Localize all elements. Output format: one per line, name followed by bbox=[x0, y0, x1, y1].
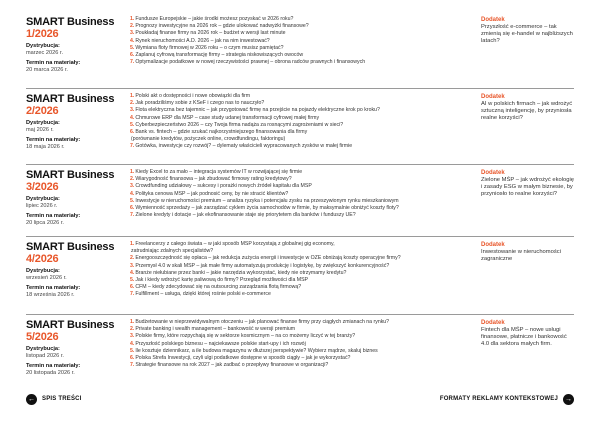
topics-list bbox=[130, 169, 478, 219]
issue-number: 1/2026 bbox=[26, 28, 59, 40]
deadline-label: Termin na materiały: bbox=[26, 363, 81, 369]
deadline-value: 18 maja 2026 r. bbox=[26, 144, 65, 150]
topic-text: Crowdfunding udziałowy – sukcesy i porażki nowych źródeł kapitału dla MŚP bbox=[135, 183, 312, 190]
issue-meta bbox=[26, 16, 130, 74]
topic-number: 3. bbox=[130, 333, 135, 340]
topic-item bbox=[130, 143, 478, 150]
topic-number: 5. bbox=[130, 44, 135, 51]
deadline-value: 20 listopada 2026 r. bbox=[26, 370, 75, 376]
topic-item bbox=[130, 183, 478, 190]
topic-number: 4. bbox=[130, 269, 135, 276]
topic-item bbox=[130, 326, 478, 333]
distribution-label: Dystrybucja: bbox=[26, 120, 60, 126]
topic-text: Private banking i wealth management – bankowość w wersji premium bbox=[135, 326, 296, 333]
issue-title: SMART Business bbox=[26, 16, 115, 28]
arrow-left-icon[interactable]: ← bbox=[28, 396, 35, 403]
topic-item bbox=[130, 348, 478, 355]
topic-text: Kiedy Excel to za mało – integracja systemów IT w rozwijającej się firmie bbox=[135, 169, 303, 175]
addon-box bbox=[481, 319, 574, 349]
topic-item bbox=[130, 355, 478, 362]
issue-number: 5/2026 bbox=[26, 331, 59, 343]
topic-item bbox=[130, 248, 478, 255]
topic-number: 4. bbox=[130, 340, 135, 347]
issue-meta bbox=[26, 169, 130, 227]
addon-heading: Dodatek bbox=[481, 94, 505, 100]
topic-text: CFM – kiedy zdecydować się na outsourcing zarządzania flotą firmową? bbox=[135, 284, 302, 291]
distribution-value: maj 2026 r. bbox=[26, 127, 54, 133]
topic-number: 3. bbox=[130, 262, 135, 269]
addon-box bbox=[481, 169, 574, 199]
topic-item bbox=[130, 333, 478, 340]
topic-text: Fulfillment – usługa, dzięki której rośnie polski e-commerce bbox=[135, 291, 271, 298]
issue-number: 3/2026 bbox=[26, 181, 59, 193]
topic-text: Wiarygodność finansowa – jak zbudować firmowy rating kredytowy? bbox=[135, 176, 292, 183]
topic-text: Rynek nieruchomości A.D. 2026 – jak na nim inwestować? bbox=[135, 37, 270, 44]
topic-number: 6. bbox=[130, 205, 135, 212]
topic-text: Poukładaj finanse firmy na 2026 rok – budżet w wersji last minute bbox=[135, 30, 286, 37]
topic-number: 3. bbox=[130, 183, 135, 190]
topic-text: Branże niełubiane przez banki – jakie narzędzia wykorzystać, kiedy nie otrzymamy kredytu? bbox=[135, 269, 347, 276]
topic-item bbox=[130, 100, 478, 107]
topic-item bbox=[130, 319, 478, 326]
topic-text: Chmurowe ERP dla MŚP – case study udanej transformacji cyfrowej małej firmy bbox=[135, 114, 320, 121]
topic-item bbox=[130, 93, 478, 100]
issue-row bbox=[26, 236, 574, 314]
deadline-value: 20 marca 2026 r. bbox=[26, 67, 68, 73]
topic-text: Budżetowanie w nieprzewidywalnym otoczeniu – jak planować finanse firmy przy ciągłych zmianach na rynku? bbox=[135, 319, 390, 325]
toc-link[interactable] bbox=[26, 394, 82, 405]
topics-list bbox=[130, 16, 478, 66]
next-page-label[interactable]: FORMATY REKLAMY KONTEKSTOWEJ bbox=[439, 396, 558, 402]
next-page-link[interactable] bbox=[440, 394, 574, 405]
topic-number: 2. bbox=[130, 176, 135, 183]
topic-text: Energooszczędność się opłaca – jak redukcja zużycia energii i inwestycje w OZE obniżają koszty operacyjne firmy? bbox=[135, 255, 401, 262]
distribution-label: Dystrybucja: bbox=[26, 346, 60, 352]
issue-meta bbox=[26, 319, 130, 377]
topic-text: Polska Strefa Inwestycji, czyli ulgi podatkowe dostępne w sposób ciągły – jak je wykorzystać? bbox=[135, 355, 351, 362]
topic-number: 2. bbox=[130, 100, 135, 107]
topic-text: Polskie firmy, które rozpychają się w sektorze kosmicznym – na co możemy liczyć w tej branży? bbox=[135, 333, 356, 340]
distribution-value: marzec 2026 r. bbox=[26, 50, 63, 56]
topic-number: 4. bbox=[130, 114, 135, 121]
topic-number: 2. bbox=[130, 23, 135, 30]
issue-row bbox=[26, 88, 574, 164]
addon-heading: Dodatek bbox=[481, 170, 505, 176]
topic-text: Polityka cenowa MŚP – jak podnosić ceny, by nie stracić klientów? bbox=[135, 190, 289, 197]
topic-item bbox=[130, 277, 478, 284]
topic-item bbox=[130, 23, 478, 30]
addon-box bbox=[481, 16, 574, 46]
addon-heading: Dodatek bbox=[481, 242, 505, 248]
issue-number: 4/2026 bbox=[26, 253, 59, 265]
topic-item bbox=[130, 362, 478, 369]
topic-number: 4. bbox=[130, 190, 135, 197]
topic-text: Flota elektryczna bez tajemnic – jak przygotować firmę na przejście na pojazdy elektryczne krok po kroku? bbox=[135, 107, 380, 114]
addon-text: Przyszłość e-commerce – tak zmienią się e-handel w najbliższych latach? bbox=[481, 24, 573, 45]
topic-text: Przemysł 4.0 w skali MŚP – jak małe firmy automatyzują produkcję i logistykę, by zwiększyć konkurencyjność? bbox=[135, 262, 390, 269]
deadline-value: 18 września 2026 r. bbox=[26, 292, 75, 298]
topic-number: 3. bbox=[130, 107, 135, 114]
topic-number: 6. bbox=[130, 284, 135, 291]
issue-title: SMART Business bbox=[26, 93, 115, 105]
topic-number: 7. bbox=[130, 143, 135, 150]
topic-item bbox=[130, 59, 478, 66]
topic-item bbox=[130, 122, 478, 129]
topic-item bbox=[130, 107, 478, 114]
topic-number: 2. bbox=[130, 326, 135, 333]
addon-heading: Dodatek bbox=[481, 17, 505, 23]
topic-number: 1. bbox=[130, 241, 135, 247]
topic-text: Strategie finansowe na rok 2027 – jak zadbać o przepływy finansowe w organizacji? bbox=[135, 362, 329, 369]
topic-item bbox=[130, 30, 478, 37]
topic-item bbox=[130, 129, 478, 136]
topic-item bbox=[130, 176, 478, 183]
topic-number: 6. bbox=[130, 52, 135, 59]
issue-meta bbox=[26, 93, 130, 151]
topic-number: 2. bbox=[130, 255, 135, 262]
topic-item bbox=[130, 191, 478, 198]
topic-text: Bank vs. fintech – gdzie szukać najkorzystniejszego finansowania dla firmy bbox=[135, 129, 308, 136]
topic-text: Freelancerzy z całego świata – w jaki sposób MŚP korzystają z globalnej gig economy, bbox=[135, 241, 335, 247]
distribution-label: Dystrybucja: bbox=[26, 43, 60, 49]
topic-item bbox=[130, 52, 478, 59]
topic-item bbox=[130, 212, 478, 219]
topic-item bbox=[130, 198, 478, 205]
distribution-value: lipiec 2026 r. bbox=[26, 203, 58, 209]
topic-number: 4. bbox=[130, 37, 135, 44]
topic-number: 7. bbox=[130, 59, 135, 66]
deadline-label: Termin na materiały: bbox=[26, 137, 81, 143]
topic-text: Inwestycje w nieruchomości premium – analiza ryzyka i potencjału zysku na przeszywionym rynku mieszkaniowym bbox=[135, 197, 399, 204]
addon-heading: Dodatek bbox=[481, 320, 505, 326]
deadline-label: Termin na materiały: bbox=[26, 213, 81, 219]
topic-item bbox=[130, 263, 478, 270]
topic-number: 5. bbox=[130, 347, 135, 354]
topic-number: 7. bbox=[130, 362, 135, 369]
arrow-right-icon[interactable]: → bbox=[565, 396, 572, 403]
topic-item bbox=[130, 284, 478, 291]
topic-text: Jak poradziliśmy sobie z KSeF i czego nas to nauczyło? bbox=[135, 100, 265, 107]
topic-item bbox=[130, 255, 478, 262]
deadline-value: 20 lipca 2026 r. bbox=[26, 220, 64, 226]
topic-text: (porównanie kredytów, pożyczek online, crowdfundingu, faktoringu) bbox=[131, 136, 286, 143]
topics-list bbox=[130, 241, 478, 299]
topic-number: 1. bbox=[130, 93, 135, 99]
addon-text: AI w polskich firmach – jak wdrożyć sztuczną inteligencję, by przyniosła realne korzyści? bbox=[481, 101, 573, 122]
issue-row bbox=[26, 314, 574, 390]
addon-box bbox=[481, 93, 574, 123]
topic-text: Ile kosztuje dziennikarz, a ile budowa magazynu w dłuższej perspektywie? Wybierz mądrze, skaluj biznes bbox=[135, 347, 378, 354]
topic-number: 3. bbox=[130, 30, 135, 37]
distribution-label: Dystrybucja: bbox=[26, 196, 60, 202]
deadline-label: Termin na materiały: bbox=[26, 285, 81, 291]
topic-number: 7. bbox=[130, 291, 135, 298]
topic-item bbox=[130, 205, 478, 212]
topic-item bbox=[130, 115, 478, 122]
topic-item bbox=[130, 38, 478, 45]
topics-list bbox=[130, 93, 478, 151]
issue-title: SMART Business bbox=[26, 319, 115, 331]
topic-text: zatrudniając zdalnych specjalistów? bbox=[131, 248, 214, 255]
topic-text: Wymiana floty firmowej w 2026 roku – o czym musisz pamiętać? bbox=[135, 44, 284, 51]
issue-row bbox=[26, 14, 574, 88]
topic-text: Optymalizacje podatkowe w nowej rzeczywistości prawnej – obrona radców prawnych i finansowych bbox=[135, 59, 366, 66]
topic-item bbox=[130, 241, 478, 248]
topic-item bbox=[130, 16, 478, 23]
topic-text: Jak i kiedy wdrożyć kartę paliwową do firmy? Przegląd możliwości dla MŚP bbox=[135, 277, 309, 284]
topic-number: 1. bbox=[130, 169, 135, 175]
topic-item bbox=[130, 45, 478, 52]
issue-meta bbox=[26, 241, 130, 299]
addon-text: Inwestowanie w nieruchomości zagraniczne bbox=[481, 249, 561, 263]
topics-list bbox=[130, 319, 478, 369]
topic-number: 6. bbox=[130, 355, 135, 362]
topic-text: Wymienność sprzedaży – jak zarządzać cyklem życia samochodów w firmie, by maksymalnie obniżyć koszty floty? bbox=[135, 205, 399, 212]
topic-number: 7. bbox=[130, 212, 135, 219]
topic-text: Przyszłość polskiego biznesu – najciekawsze polskie start-upy i ich rozwój bbox=[135, 340, 306, 347]
topic-text: Zielone kredyty i dotacje – jak ekofinansowanie staje się priorytetem dla banków i funduszy UE? bbox=[135, 212, 356, 219]
topic-text: Cyberbezpieczeństwo 2026 – czy Twoja firma nadąża za rosnącymi zagrożeniami w sieci? bbox=[135, 121, 344, 128]
topic-number: 1. bbox=[130, 16, 135, 22]
deadline-label: Termin na materiały: bbox=[26, 60, 81, 66]
topic-number: 6. bbox=[130, 129, 135, 136]
topic-text: Fundusze Europejskie – jakie środki możesz pozyskać w 2026 roku? bbox=[135, 16, 294, 22]
topic-number: 1. bbox=[130, 319, 135, 325]
footer-nav bbox=[26, 394, 574, 408]
issue-number: 2/2026 bbox=[26, 105, 59, 117]
distribution-value: wrzesień 2026 r. bbox=[26, 275, 67, 281]
topic-item bbox=[130, 270, 478, 277]
addon-box bbox=[481, 241, 574, 263]
addon-text: Zielone MŚP – jak wdrożyć ekologię i zasady ESG w małym biznesie, by przyniosło to realne korzyści? bbox=[481, 177, 575, 198]
topic-text: Zaplanuj cyfrową transformację firmy – strategia niskowiszących owoców bbox=[135, 52, 304, 59]
distribution-value: listopad 2026 r. bbox=[26, 353, 64, 359]
topic-number: 5. bbox=[130, 197, 135, 204]
topic-item bbox=[130, 169, 478, 176]
toc-label[interactable]: SPIS TREŚCI bbox=[42, 396, 82, 402]
topic-number: 5. bbox=[130, 121, 135, 128]
topic-text: Prognozy inwestycyjne na 2026 rok – gdzie ulokować nadwyżki finansowe? bbox=[135, 23, 309, 30]
topic-item bbox=[130, 341, 478, 348]
topic-text: Polski akt o dostępności i nowe obowiązki dla firm bbox=[135, 93, 251, 99]
issue-title: SMART Business bbox=[26, 241, 115, 253]
topic-text: Gotówka, inwestycje czy rozwój? – dylematy właścicieli wypracowanych zysków w małej firmie bbox=[135, 143, 353, 150]
addon-text: Fintech dla MŚP – nowe usługi finansowe, płatnicze i bankowość 4.0 dla sektora małych firm. bbox=[481, 327, 567, 348]
distribution-label: Dystrybucja: bbox=[26, 268, 60, 274]
topic-item bbox=[130, 291, 478, 298]
issue-title: SMART Business bbox=[26, 169, 115, 181]
topic-item bbox=[130, 136, 478, 143]
issue-row bbox=[26, 164, 574, 236]
topic-number: 5. bbox=[130, 277, 135, 284]
